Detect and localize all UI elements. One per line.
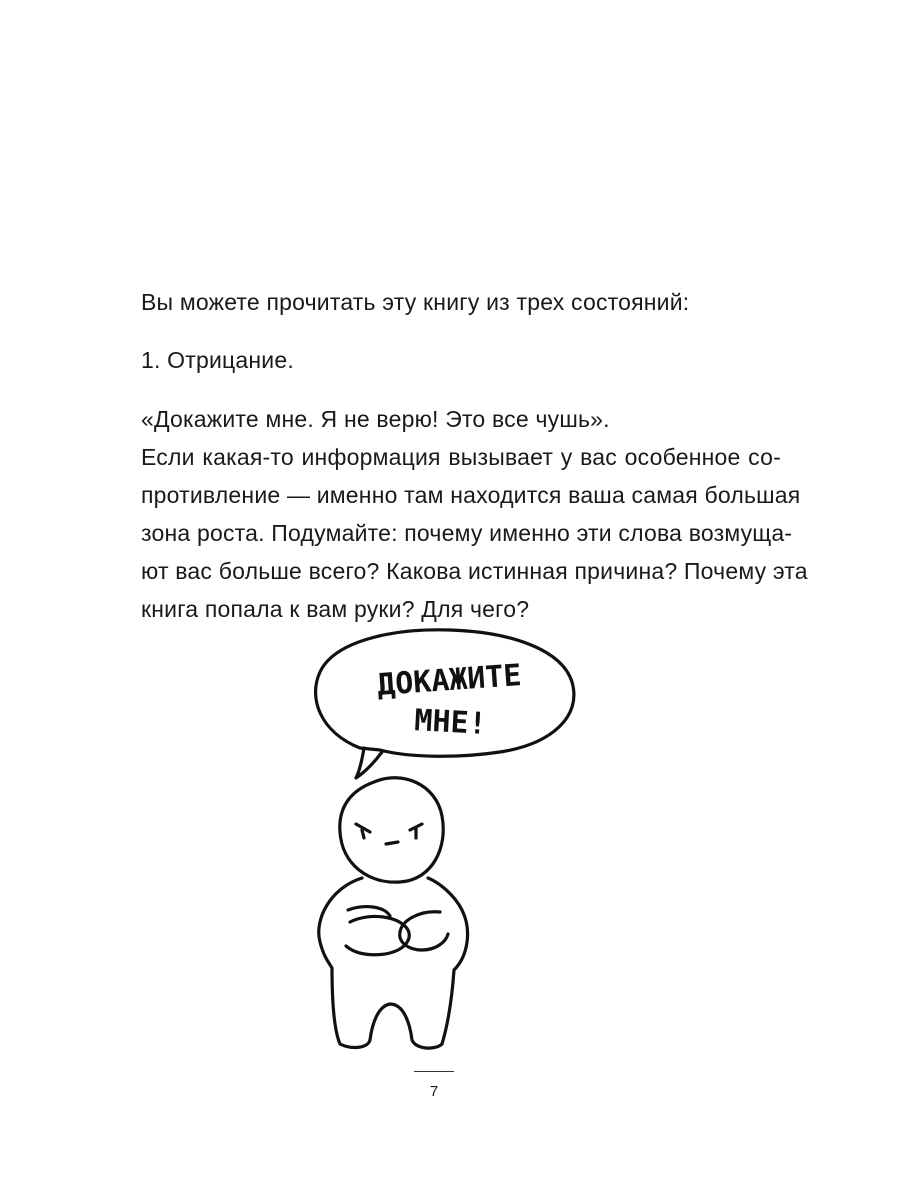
character-arms (348, 907, 390, 916)
character-mouth (386, 842, 398, 844)
character-illustration (290, 620, 610, 1060)
quote-line: «Докажите мне. Я не верю! Это все чушь». (141, 406, 610, 432)
page-number: 7 (429, 1083, 439, 1100)
character-head (340, 778, 443, 882)
paragraph-line: противление — именно там находится ваша самая большая (141, 482, 801, 508)
intro-paragraph (141, 283, 781, 321)
list-item-heading (141, 341, 781, 379)
paragraph-line: ют вас больше всего? Какова истинная причина? Почему эта (141, 558, 808, 584)
speech-text-line-2: МНЕ! (413, 703, 488, 742)
intro-text: Вы можете прочитать эту книгу из трех состояний: (141, 289, 690, 315)
paragraph-line: книга попала к вам руки? Для чего? (141, 596, 530, 622)
speech-text-line-1: ДОКАЖИТЕ (376, 658, 523, 704)
character-body (319, 878, 468, 1048)
footer-rule (414, 1071, 454, 1072)
paragraph-line: зона роста. Подумайте: почему именно эти слова возмуща- (141, 520, 793, 546)
paragraph-line: Если какая-то информация вызывает у вас особенное со- (141, 444, 781, 470)
character-drawing (290, 620, 610, 1060)
item-heading-text: 1. Отрицание. (141, 347, 294, 373)
character-eye-left (362, 830, 364, 838)
speech-bubble-tail (356, 748, 382, 778)
body-paragraph (141, 400, 808, 628)
